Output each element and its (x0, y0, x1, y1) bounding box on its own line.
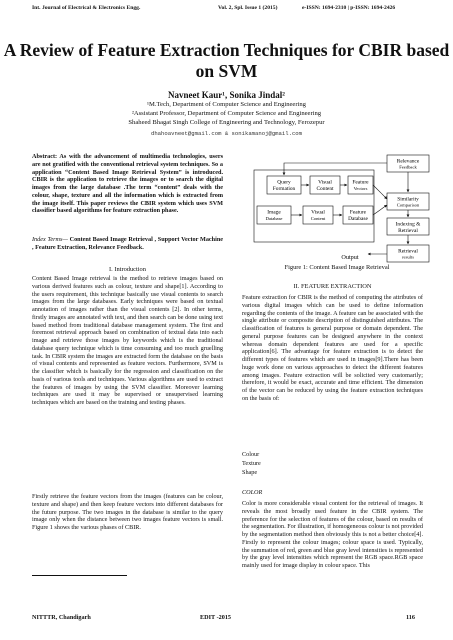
image-db-line1: Image (267, 209, 281, 216)
query-box-line1: Query (277, 179, 291, 186)
color-section-body: Color is more considerable visual content for the retrieval of images. It reveals the most broadly used feature in the CBIR system. The preference for the selection of features of the colour, based on results of the segmentation. For illustration, if homogeneous colour is not provided by the segmentation method then obviously this is not a better choice[4]. Firstly to represent the colour images; colour space is used. Typically, the summation of red, green and blue gray level intensities is represented by the gray level intensities which represent the RGB space.RGB space mainly used for image display in colour space. This (242, 500, 423, 569)
paper-title: A Review of Feature Extraction Techniques for CBIR based on SVM (3, 40, 450, 81)
footer-institute: NITTTR, Chandigarh (32, 614, 91, 621)
index-terms-label: Index Terms— (32, 236, 68, 243)
issn-info: e-ISSN: 1694-2310 | p-ISSN: 1694-2426 (302, 5, 396, 11)
section-1-heading: I. Introduction (109, 266, 146, 273)
footnote-rule (32, 575, 127, 576)
section-1-body: Content Based Image retrieval is the method to retrieve images based on various derived features such as colour, texture and shape[1]. According to the users requirement, this technique basically use visual contents to search images from the large databases. Early techniques were based on textual annotation of images rather than the visual contents [2]. In other terms, firstly images are annotated with text, and then search can be done using text based method from traditional database management system. The first and foremost retrieval approach based on combination of textual data into each image and retrieve those images by keywords which is the traditional database query technique which is time consuming and too much gruelling task. In CBIR system the images are extracted form the database on the basis of visual contents and represented as feature vectors. Furthermore, SVM is the classifier which is basically for the regression and classification on the basis of various tools and techniques. Various algorithms are used to extract the features of images by using the SVM classifier. Moreover learning techniques are used it may be supervised or unsupervised learning techniques which are based on the training and testing phases. (32, 275, 223, 406)
arrow-relevance-query (284, 163, 387, 175)
section-1-body-2: Firstly retrieve the feature vectors from the images (features can be colour, texture and shape) and then keep feature vectors into different databases for the future purpose. The two images in the database is similar to the query image only when the distance between two images feature vectors is small. Figure 1 shows the various phases of CBIR. (32, 493, 223, 531)
affiliation-1: ¹M.Tech, Department of Computer Science and Engineering (147, 101, 306, 108)
visual-bottom-line2: Content (310, 216, 326, 221)
cbir-diagram (242, 153, 432, 271)
footer-conference: EDIT -2015 (200, 614, 232, 621)
volume-info: Vol. 2, Spl. Issue 1 (2015) (218, 5, 278, 11)
retrieval-results-line2: results (402, 254, 414, 260)
page-number: 116 (406, 614, 415, 621)
color-subheading: COLOR (242, 489, 263, 496)
feature-list-item: Texture (242, 460, 261, 467)
section-2-heading: II. FEATURE EXTRACTION (293, 283, 372, 290)
feature-db-line2: Database (348, 216, 368, 222)
author-names: Navneet Kaur¹, Sonika Jindal² (168, 90, 285, 100)
image-db-line2: Database (265, 216, 283, 221)
feature-list-item: Shape (242, 469, 258, 476)
retrieval-results-line1: Retrieval (398, 248, 418, 255)
relevance-line1: Relevance (396, 158, 420, 165)
figure-caption: Figure 1: Content Based Image Retrieval (284, 264, 390, 271)
arrow-featuredb-similarity (373, 205, 387, 215)
relevance-line2: Feedback (399, 164, 417, 170)
visual-top-line2: Content (316, 186, 334, 192)
similarity-line1: Similarity (397, 196, 419, 203)
feature-vectors-line2: Vectors (353, 186, 368, 191)
index-terms-text: Content Based Image Retrieval , Support Vector Machine , Feature Extraction, Relevance Feedback. (32, 236, 224, 251)
feature-vectors-line1: Feature (352, 179, 369, 186)
visual-top-line1: Visual (318, 179, 332, 186)
abstract (32, 153, 223, 215)
arrow-vectors-similarity (373, 185, 387, 199)
output-label: Output (341, 254, 359, 261)
author-emails: dhahoavneet@gmail.com & sonikamanoj@gmail.com (150, 130, 303, 137)
institute: Shaheed Bhagat Singh College of Engineering and Technology, Ferozepur (128, 119, 325, 126)
indexing-line1: Indexing & (395, 221, 421, 228)
index-terms (32, 236, 223, 252)
journal-name: Int. Journal of Electrical & Electronics Engg. (32, 5, 141, 11)
similarity-line2: Comparison (396, 202, 420, 208)
visual-bottom-line1: Visual (311, 209, 325, 216)
feature-db-line1: Feature (349, 209, 367, 216)
query-box-line2: Formation (272, 186, 296, 192)
indexing-line2: Retrieval (398, 228, 418, 234)
feature-list-item: Colour (242, 451, 260, 458)
abstract-label: Abstract: (32, 153, 58, 160)
affiliation-2: ²Assistant Professor, Department of Computer Science and Engineering (131, 110, 322, 117)
section-2-body: Feature extraction for CBIR is the method of computing the attributes of various digital images which can be used to define information regarding the contents of the image. A feature can be associated with the single attribute or composite description of distinguished attributes. The classification of features is general purpose or domain dependent. The general purpose features can be designed anywhere in the context whereas domain dependent features are used for a specific application[6]. The advantage for feature extraction is to detect the different types of features which are used in images[9].There has been huge work done on various approaches to detect the different features among images. Feature extraction will be solicited very customarily; therefore, it would be exact, accurate and time efficient. The dimension of the vector can be reduced by using the feature extraction techniques on the basis of: (242, 294, 423, 402)
abstract-text: As with the advancement of multimedia technologies, users are not gratified with the conventional retrieval system techniques. So a application “Content Based Image Retrieval System” is introduced. CBIR is the application to retrieve the images or to search the digital images from the large database .The term “content” deals with the colour, shape, texture and all the information which is extracted from the image itself. This paper reviews the CBIR system which uses SVM classifier based algorithms for feature extraction phase. (32, 153, 223, 215)
